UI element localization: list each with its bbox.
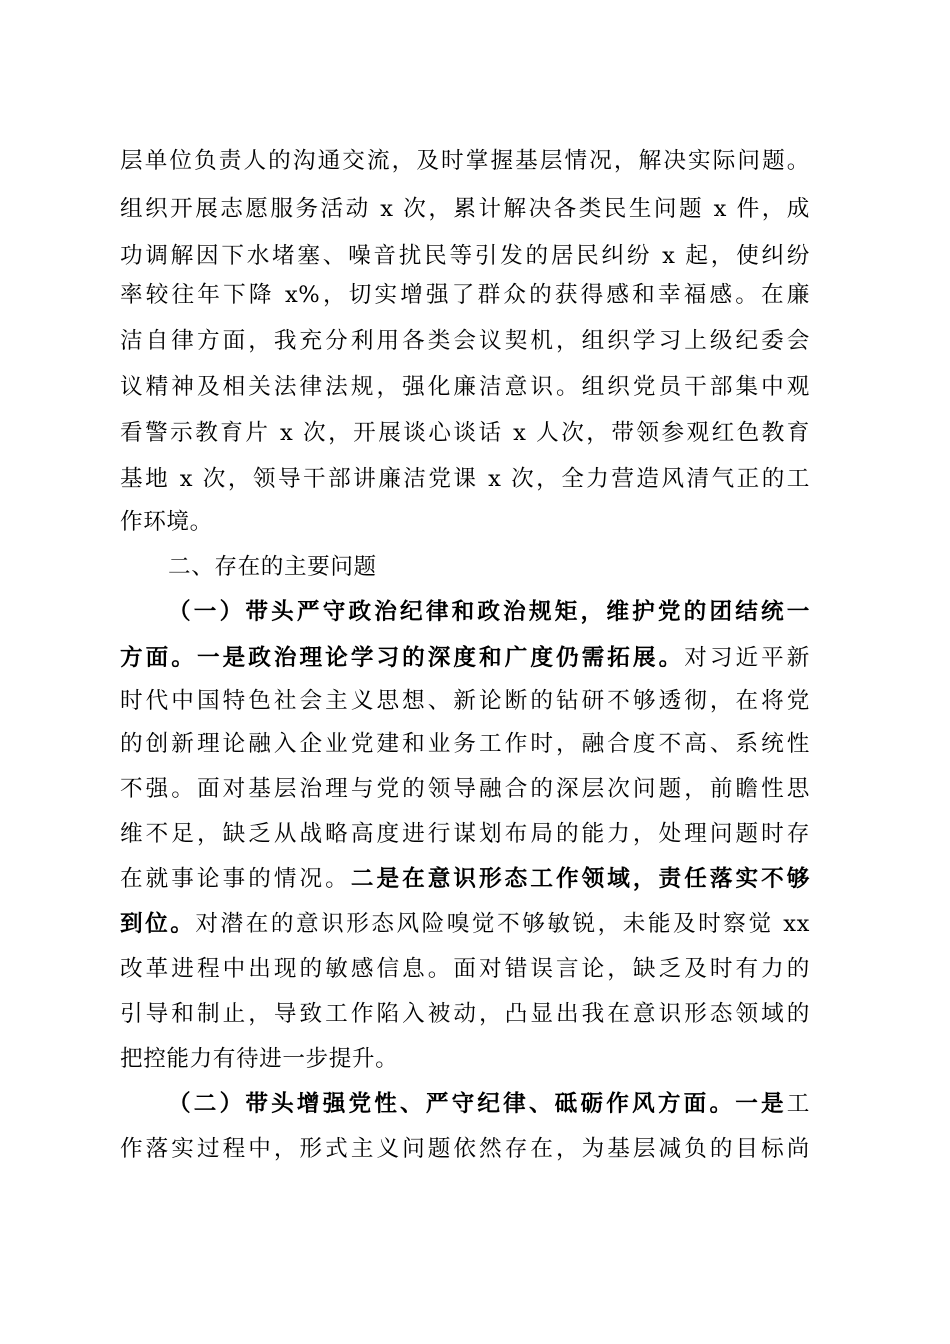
body-text-line: 作环境。	[120, 509, 213, 535]
body-text-line: 维不足，缺乏从战略高度进行谋划布局的能力，处理问题时存	[120, 821, 810, 847]
body-text-line: 基地 x 次，领导干部讲廉洁党课 x 次，全力营造风清气正的工	[120, 466, 810, 492]
body-text-line	[120, 635, 810, 681]
plain-text: 对习近平新	[684, 645, 810, 671]
body-text-line: 不强。面对基层治理与党的领导融合的深层次问题，前瞻性思	[120, 776, 810, 802]
body-text-line: 时代中国特色社会主义思想、新论断的钻研不够透彻，在将党	[120, 688, 810, 714]
body-text-line: 功调解因下水堵塞、噪音扰民等引发的居民纠纷 x 起，使纠纷	[120, 243, 810, 269]
body-text-line: 的创新理论融入企业党建和业务工作时，融合度不高、系统性	[120, 731, 810, 757]
bold-text: 方面。一是政治理论学习的深度和广度仍需拓展。	[120, 645, 685, 671]
bold-text: （一）带头严守政治纪律和政治规矩，维护党的团结统一	[168, 599, 810, 625]
body-text-line: 层单位负责人的沟通交流，及时掌握基层情况，解决实际问题。	[120, 148, 810, 174]
body-text-line: 洁自律方面，我充分利用各类会议契机，组织学习上级纪委会	[120, 328, 810, 354]
section-heading: 二、存在的主要问题	[168, 554, 377, 580]
plain-text: 对潜在的意识形态风险嗅觉不够敏锐，未能及时察觉 xx	[195, 911, 810, 937]
body-text-line: 议精神及相关法律法规，强化廉洁意识。组织党员干部集中观	[120, 374, 810, 400]
body-text-line: 看警示教育片 x 次，开展谈心谈话 x 人次，带领参观红色教育	[120, 420, 810, 446]
bold-text: 二是在意识形态工作领域，责任落实不够	[350, 866, 810, 892]
body-text-line: 改革进程中出现的敏感信息。面对错误言论，缺乏及时有力的	[120, 956, 810, 982]
body-text-line: 组织开展志愿服务活动 x 次，累计解决各类民生问题 x 件，成	[120, 196, 810, 222]
body-text-line	[120, 856, 810, 902]
body-text-line: 作落实过程中，形式主义问题依然存在，为基层减负的目标尚	[120, 1136, 810, 1162]
body-text-line: 把控能力有待进一步提升。	[120, 1046, 399, 1072]
body-text-line	[120, 901, 810, 947]
body-text-line: 引导和制止，导致工作陷入被动，凸显出我在意识形态领域的	[120, 1001, 810, 1027]
subsection-title-1	[168, 589, 810, 635]
bold-text: （二）带头增强党性、严守纪律、砥砺作风方面。一是	[168, 1091, 787, 1117]
body-text-line: 率较往年下降 x%，切实增强了群众的获得感和幸福感。在廉	[120, 282, 810, 308]
plain-text: 在就事论事的情况。	[120, 866, 351, 892]
plain-text: 工	[786, 1091, 810, 1117]
bold-text: 到位。	[120, 911, 196, 937]
subsection-title-2	[168, 1081, 810, 1127]
